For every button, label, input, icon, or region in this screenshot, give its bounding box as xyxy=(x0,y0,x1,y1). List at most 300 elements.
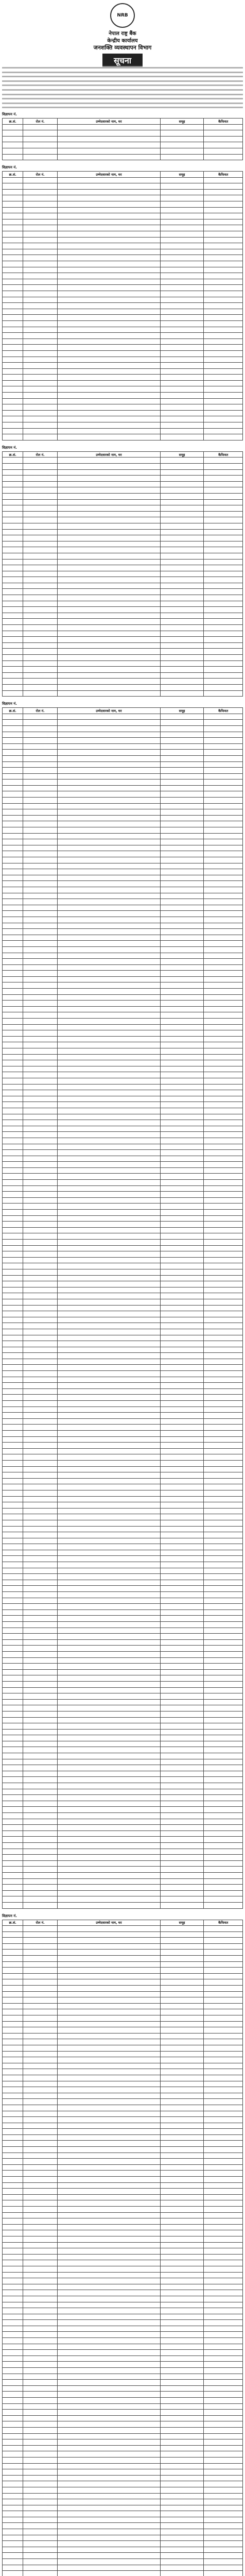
table-cell xyxy=(23,225,58,231)
table-cell xyxy=(3,1490,23,1496)
table-row xyxy=(3,553,243,559)
table-cell xyxy=(160,2111,204,2117)
table-row xyxy=(3,750,243,756)
table-cell xyxy=(58,1096,161,1102)
table-cell xyxy=(23,1849,58,1855)
table-row xyxy=(3,2045,243,2051)
table-cell xyxy=(204,1496,243,1502)
table-cell xyxy=(23,363,58,369)
table-row xyxy=(3,1556,243,1562)
table-cell xyxy=(3,1902,23,1908)
table-cell xyxy=(3,2189,23,2195)
table-cell xyxy=(160,1406,204,1413)
table-cell xyxy=(3,386,23,393)
table-row xyxy=(3,2147,243,2153)
table-cell xyxy=(204,416,243,422)
intro-text-line xyxy=(2,83,243,88)
table-row xyxy=(3,1042,243,1048)
table-row xyxy=(3,887,243,893)
table-cell xyxy=(204,941,243,947)
table-cell xyxy=(23,714,58,720)
table-row xyxy=(3,1747,243,1753)
table-cell xyxy=(23,219,58,225)
table-cell xyxy=(58,1669,161,1675)
table-cell xyxy=(23,851,58,857)
table-cell xyxy=(160,761,204,768)
table-cell xyxy=(160,1562,204,1568)
table-cell xyxy=(3,2224,23,2230)
table-cell xyxy=(160,2505,204,2511)
table-cell xyxy=(204,499,243,505)
table-row xyxy=(3,725,243,732)
table-cell xyxy=(3,1042,23,1048)
table-row xyxy=(3,1293,243,1299)
table-cell xyxy=(160,929,204,935)
table-row xyxy=(3,368,243,375)
table-cell xyxy=(204,1162,243,1168)
table-cell xyxy=(23,982,58,989)
table-cell xyxy=(58,964,161,971)
table-cell xyxy=(160,577,204,583)
table-cell xyxy=(204,1120,243,1126)
table-cell xyxy=(23,1359,58,1365)
table-cell xyxy=(23,1842,58,1849)
table-cell xyxy=(204,2051,243,2057)
bank-logo-text: NRB xyxy=(117,13,128,18)
table-cell xyxy=(58,773,161,779)
table-cell xyxy=(160,845,204,851)
table-cell xyxy=(3,2021,23,2027)
table-cell xyxy=(3,1305,23,1311)
table-cell xyxy=(160,2553,204,2559)
table-cell xyxy=(23,1723,58,1730)
table-row xyxy=(3,982,243,989)
table-row xyxy=(3,1538,243,1544)
table-cell xyxy=(204,1717,243,1723)
table-cell xyxy=(3,154,23,160)
header-sn: क्र.सं. xyxy=(3,1920,23,1926)
table-cell xyxy=(204,1019,243,1025)
table-cell xyxy=(204,1341,243,1347)
table-cell xyxy=(58,625,161,631)
table-row xyxy=(3,338,243,345)
table-row xyxy=(3,2463,243,2469)
table-cell xyxy=(23,553,58,559)
table-row xyxy=(3,2284,243,2290)
section1-table xyxy=(2,118,243,160)
table-cell xyxy=(160,434,204,440)
table-cell xyxy=(204,1705,243,1711)
table-row xyxy=(3,798,243,804)
table-cell xyxy=(58,1896,161,1903)
table-cell xyxy=(23,649,58,655)
table-cell xyxy=(3,1257,23,1263)
table-cell xyxy=(58,1849,161,1855)
table-cell xyxy=(23,2134,58,2141)
table-row xyxy=(3,1054,243,1060)
table-cell xyxy=(3,422,23,429)
table-cell xyxy=(58,1747,161,1753)
table-row xyxy=(3,607,243,613)
table-cell xyxy=(204,1842,243,1849)
table-cell xyxy=(3,393,23,399)
table-cell xyxy=(58,1311,161,1317)
table-cell xyxy=(204,1443,243,1449)
table-cell xyxy=(3,2134,23,2141)
table-cell xyxy=(23,2177,58,2183)
table-cell xyxy=(58,1699,161,1705)
table-cell xyxy=(58,2134,161,2141)
table-cell xyxy=(160,1532,204,1538)
table-row xyxy=(3,511,243,517)
table-cell xyxy=(160,959,204,965)
table-cell xyxy=(160,487,204,494)
table-cell xyxy=(23,1669,58,1675)
table-cell xyxy=(204,827,243,834)
table-cell xyxy=(204,2439,243,2446)
table-cell xyxy=(3,255,23,261)
table-cell xyxy=(3,124,23,130)
table-cell xyxy=(160,725,204,732)
table-cell xyxy=(160,2368,204,2374)
table-cell xyxy=(58,404,161,411)
table-cell xyxy=(58,1174,161,1180)
table-cell xyxy=(58,1765,161,1771)
table-cell xyxy=(23,231,58,238)
table-cell xyxy=(3,1502,23,1509)
table-cell xyxy=(160,2123,204,2129)
table-cell xyxy=(58,2350,161,2356)
table-row xyxy=(3,476,243,482)
table-cell xyxy=(3,946,23,953)
table-cell xyxy=(58,142,161,148)
table-row xyxy=(3,1185,243,1192)
table-cell xyxy=(160,2350,204,2356)
table-row xyxy=(3,1860,243,1867)
table-cell xyxy=(3,905,23,911)
table-cell xyxy=(58,2141,161,2147)
table-cell xyxy=(23,2141,58,2147)
table-row xyxy=(3,2230,243,2236)
table-cell xyxy=(3,2164,23,2171)
table-cell xyxy=(160,1622,204,1628)
table-cell xyxy=(58,1801,161,1807)
table-cell xyxy=(23,2398,58,2404)
table-cell xyxy=(160,1096,204,1102)
table-row xyxy=(3,2129,243,2135)
table-cell xyxy=(204,2182,243,2189)
table-row xyxy=(3,1156,243,1162)
table-cell xyxy=(3,553,23,559)
table-row xyxy=(3,350,243,357)
table-cell xyxy=(58,1997,161,2004)
table-cell xyxy=(160,1669,204,1675)
table-cell xyxy=(58,672,161,679)
table-cell xyxy=(3,1753,23,1759)
bank-logo xyxy=(110,3,135,28)
table-cell xyxy=(23,1795,58,1801)
table-cell xyxy=(204,1622,243,1628)
table-cell xyxy=(58,2439,161,2446)
table-cell xyxy=(160,1359,204,1365)
table-cell xyxy=(23,2487,58,2493)
table-cell xyxy=(58,2445,161,2451)
table-cell xyxy=(58,517,161,523)
table-cell xyxy=(204,1675,243,1682)
table-row xyxy=(3,517,243,523)
table-cell xyxy=(3,1842,23,1849)
table-cell xyxy=(160,1813,204,1819)
table-cell xyxy=(3,2541,23,2547)
table-cell xyxy=(160,428,204,434)
table-cell xyxy=(58,249,161,255)
table-cell xyxy=(58,1383,161,1389)
table-row xyxy=(3,1943,243,1950)
table-cell xyxy=(23,1436,58,1443)
table-cell xyxy=(160,1574,204,1580)
table-cell xyxy=(3,2296,23,2302)
table-cell xyxy=(23,2380,58,2386)
table-cell xyxy=(160,1132,204,1138)
table-cell xyxy=(160,2463,204,2469)
table-cell xyxy=(3,1341,23,1347)
table-cell xyxy=(160,667,204,673)
table-cell xyxy=(160,2571,204,2576)
table-cell xyxy=(58,1705,161,1711)
table-row xyxy=(3,1532,243,1538)
table-cell xyxy=(204,1771,243,1777)
table-cell xyxy=(23,1395,58,1401)
table-cell xyxy=(3,1120,23,1126)
table-cell xyxy=(23,1885,58,1891)
table-cell xyxy=(160,1425,204,1431)
table-cell xyxy=(23,1466,58,1472)
table-row xyxy=(3,231,243,238)
table-cell xyxy=(3,1931,23,1938)
table-cell xyxy=(160,1878,204,1885)
table-cell xyxy=(3,1263,23,1269)
table-cell xyxy=(160,2362,204,2368)
table-cell xyxy=(160,2230,204,2236)
table-cell xyxy=(160,768,204,774)
table-cell xyxy=(160,2493,204,2499)
table-cell xyxy=(23,1902,58,1908)
table-cell xyxy=(160,1114,204,1120)
table-row xyxy=(3,2362,243,2368)
table-row xyxy=(3,1544,243,1550)
table-cell xyxy=(204,1335,243,1341)
table-cell xyxy=(160,1789,204,1795)
table-cell xyxy=(58,1711,161,1717)
table-cell xyxy=(23,1771,58,1777)
table-cell xyxy=(160,2272,204,2278)
table-cell xyxy=(23,1860,58,1867)
table-cell xyxy=(58,1275,161,1281)
table-cell xyxy=(58,231,161,238)
table-cell xyxy=(23,2045,58,2051)
table-header-row xyxy=(3,451,243,457)
table-cell xyxy=(23,1156,58,1162)
table-cell xyxy=(160,1675,204,1682)
table-cell xyxy=(204,2290,243,2296)
table-cell xyxy=(3,2344,23,2350)
table-cell xyxy=(23,923,58,929)
table-cell xyxy=(58,1240,161,1246)
table-row xyxy=(3,2009,243,2015)
table-cell xyxy=(160,1604,204,1610)
table-row xyxy=(3,1287,243,1293)
table-cell xyxy=(204,309,243,315)
table-cell xyxy=(204,404,243,411)
table-cell xyxy=(204,714,243,720)
table-cell xyxy=(160,2081,204,2087)
header-group: समूह xyxy=(160,118,204,124)
table-cell xyxy=(23,309,58,315)
table-cell xyxy=(160,791,204,798)
table-row xyxy=(3,2171,243,2177)
table-cell xyxy=(3,1580,23,1586)
table-cell xyxy=(58,1466,161,1472)
table-cell xyxy=(58,1807,161,1813)
table-cell xyxy=(58,1371,161,1377)
table-cell xyxy=(23,964,58,971)
table-cell xyxy=(3,2147,23,2153)
table-cell xyxy=(160,195,204,201)
table-cell xyxy=(58,1622,161,1628)
table-row xyxy=(3,815,243,821)
table-cell xyxy=(160,989,204,995)
table-cell xyxy=(3,1466,23,1472)
table-cell xyxy=(58,917,161,923)
table-cell xyxy=(160,2033,204,2039)
table-cell xyxy=(23,1048,58,1055)
table-cell xyxy=(58,2111,161,2117)
table-cell xyxy=(23,773,58,779)
table-cell xyxy=(204,1520,243,1526)
header-sn: क्र.सं. xyxy=(3,708,23,714)
table-cell xyxy=(58,761,161,768)
table-cell xyxy=(23,750,58,756)
header-name: उम्मेदवारको नाम, थर xyxy=(58,451,161,457)
table-cell xyxy=(204,320,243,327)
table-cell xyxy=(204,1931,243,1938)
table-cell xyxy=(23,725,58,732)
table-row xyxy=(3,1353,243,1359)
table-cell xyxy=(3,2033,23,2039)
table-cell xyxy=(160,183,204,190)
table-cell xyxy=(160,2332,204,2338)
table-cell xyxy=(23,899,58,905)
table-cell xyxy=(23,434,58,440)
table-cell xyxy=(204,2063,243,2069)
table-cell xyxy=(204,773,243,779)
table-cell xyxy=(58,357,161,363)
table-cell xyxy=(23,327,58,333)
table-cell xyxy=(3,720,23,726)
table-cell xyxy=(3,1544,23,1550)
table-cell xyxy=(23,1681,58,1687)
table-cell xyxy=(58,1413,161,1419)
table-cell xyxy=(58,1609,161,1616)
table-cell xyxy=(160,1956,204,1962)
table-row xyxy=(3,1418,243,1425)
table-cell xyxy=(204,1096,243,1102)
table-cell xyxy=(204,1090,243,1096)
table-row xyxy=(3,971,243,977)
table-cell xyxy=(58,219,161,225)
table-cell xyxy=(3,1973,23,1979)
table-cell xyxy=(3,1323,23,1329)
table-cell xyxy=(160,1628,204,1634)
table-row xyxy=(3,1741,243,1747)
table-cell xyxy=(204,2314,243,2320)
table-cell xyxy=(160,2529,204,2535)
table-cell xyxy=(58,845,161,851)
table-cell xyxy=(204,1197,243,1204)
table-cell xyxy=(3,684,23,690)
table-cell xyxy=(3,1293,23,1299)
table-cell xyxy=(160,565,204,571)
table-cell xyxy=(58,679,161,685)
table-cell xyxy=(23,207,58,213)
table-cell xyxy=(23,1030,58,1037)
table-row xyxy=(3,589,243,595)
table-cell xyxy=(204,2481,243,2487)
table-cell xyxy=(23,1801,58,1807)
table-cell xyxy=(3,1454,23,1461)
table-cell xyxy=(3,601,23,607)
table-cell xyxy=(58,2314,161,2320)
table-cell xyxy=(3,2403,23,2410)
table-cell xyxy=(204,1831,243,1837)
table-row xyxy=(3,1765,243,1771)
table-cell xyxy=(3,148,23,154)
table-cell xyxy=(23,2147,58,2153)
table-cell xyxy=(23,1001,58,1007)
table-cell xyxy=(23,577,58,583)
table-row xyxy=(3,1502,243,1509)
table-cell xyxy=(204,982,243,989)
table-cell xyxy=(58,1156,161,1162)
table-cell xyxy=(58,476,161,482)
table-cell xyxy=(3,1001,23,1007)
table-cell xyxy=(3,404,23,411)
table-cell xyxy=(23,1943,58,1950)
table-cell xyxy=(3,1926,23,1932)
table-cell xyxy=(160,839,204,845)
table-cell xyxy=(3,690,23,697)
table-cell xyxy=(204,887,243,893)
table-cell xyxy=(23,619,58,625)
table-row xyxy=(3,1568,243,1574)
table-cell xyxy=(3,541,23,547)
table-cell xyxy=(23,1538,58,1544)
table-cell xyxy=(3,971,23,977)
table-cell xyxy=(23,2559,58,2565)
section5-title: विज्ञापन नं. xyxy=(2,1913,17,1918)
table-cell xyxy=(160,1454,204,1461)
table-cell xyxy=(58,1741,161,1747)
table-cell xyxy=(204,1269,243,1275)
table-row xyxy=(3,1580,243,1586)
table-cell xyxy=(160,1831,204,1837)
table-cell xyxy=(3,1425,23,1431)
table-cell xyxy=(3,809,23,816)
table-cell xyxy=(58,2565,161,2571)
table-cell xyxy=(23,1401,58,1407)
table-cell xyxy=(23,511,58,517)
table-cell xyxy=(160,1401,204,1407)
